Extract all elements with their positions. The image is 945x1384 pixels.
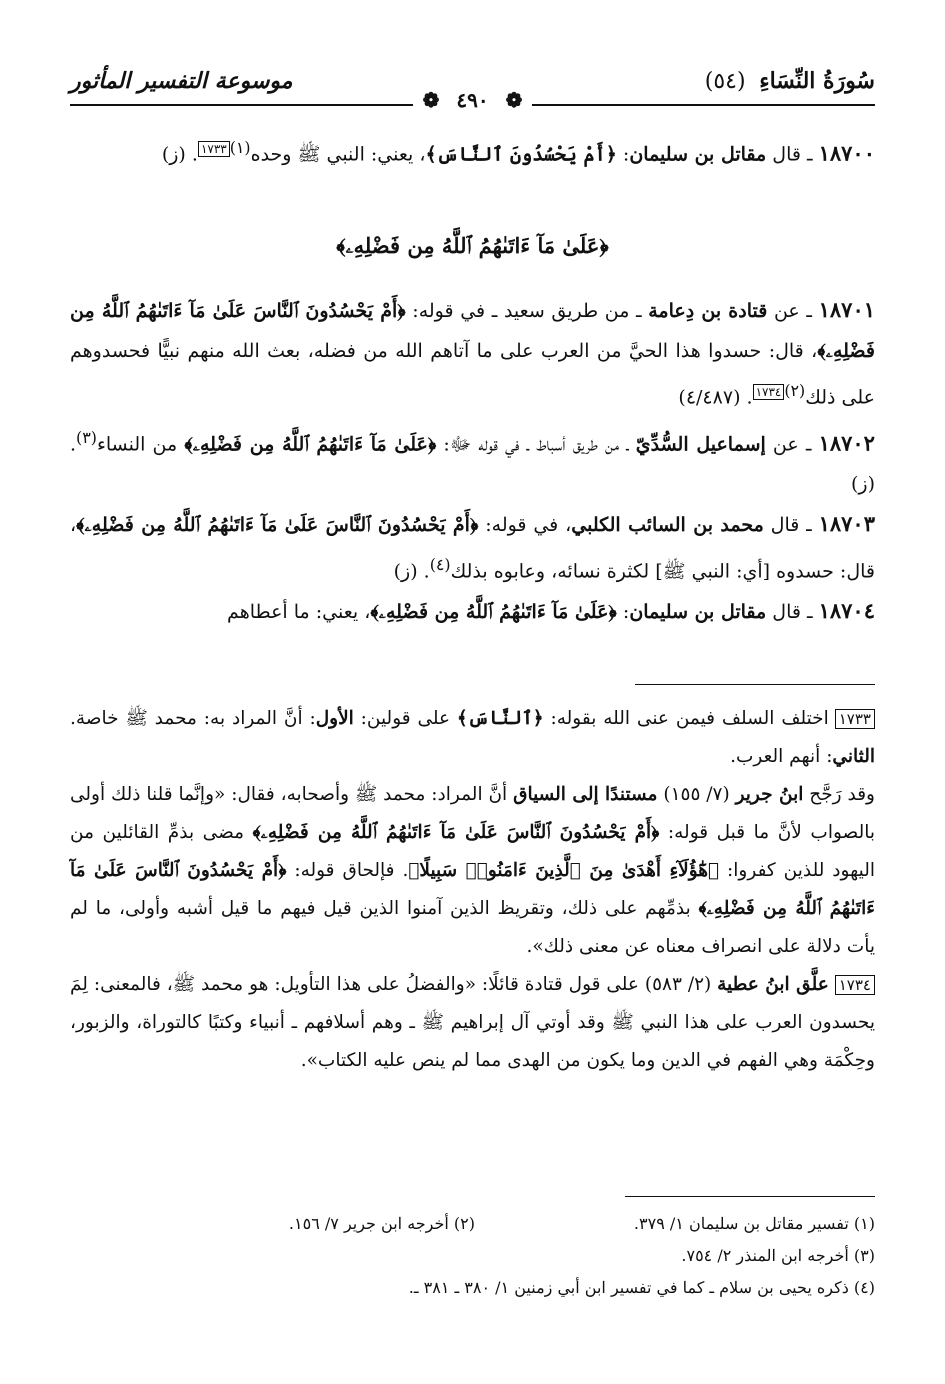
text: ، يعني: النبي ﷺ وحده bbox=[250, 143, 426, 166]
narration-18701 bbox=[70, 290, 875, 417]
text: ـ قال bbox=[763, 513, 819, 536]
commentary-number: ١٧٣٣ bbox=[835, 709, 875, 729]
narration-number: ١٨٧٠٣ bbox=[818, 510, 875, 536]
narration-18700 bbox=[70, 128, 875, 174]
scholar-name: ابنُ عطية bbox=[717, 974, 790, 995]
text: ـ قال bbox=[766, 601, 819, 624]
book-title: موسوعة التفسير المأثور bbox=[70, 68, 293, 94]
commentary-reference[interactable]: ١٧٣٤ bbox=[753, 384, 785, 400]
text: ، في قوله: bbox=[478, 513, 572, 536]
section-heading-verse: ﴿عَلَىٰ مَآ ءَاتَىٰهُمُ ٱللَّهُ مِن فَضْلِهِۦ﴾ bbox=[336, 233, 609, 259]
quran-verse: ﴿عَلَىٰ مَآ ءَاتَىٰهُمُ ٱللَّهُ مِن فَضْلِهِۦ﴾ bbox=[370, 601, 617, 624]
text: ـ من طريق سعيد ـ في قوله: bbox=[405, 300, 649, 323]
text: على قولين: bbox=[353, 708, 457, 729]
quran-verse: ﴿أَمْ يَحْسُدُونَ ٱلنَّاسَ عَلَىٰ مَآ ءَاتَىٰهُمُ ٱللَّهُ مِن فَضْلِهِۦ﴾ bbox=[70, 300, 875, 363]
quran-verse: ﴿عَلَىٰ مَآ ءَاتَىٰهُمُ ٱللَّهُ مِن فَضْلِهِۦ﴾ bbox=[184, 432, 437, 455]
quran-verse: ﴿أَمْ يَحْسُدُونَ ٱلنَّاسَ عَلَىٰ مَآ ءَاتَىٰهُمُ ٱللَّهُ مِن فَضْلِهِۦ﴾ bbox=[76, 513, 479, 536]
quran-verse: ﴿هَٰٓؤُلَآءِ أَهْدَىٰ مِنَ ٱلَّذِينَ ءَامَنُوا۟ سَبِيلًا﴾ bbox=[408, 860, 720, 881]
text: ، قال: حسدوه [أي: النبي ﷺ] لكثرة نسائه، وعابوه بذلك bbox=[70, 513, 875, 583]
page-number: ❁ ٤٩٠ ❁ bbox=[0, 88, 945, 112]
footnote-divider bbox=[625, 1196, 875, 1197]
narration-number: ١٨٧٠٢ bbox=[818, 429, 875, 455]
text: ، قال: حسدوا هذا الحيَّ من العرب على ما آتاهم الله من فضله، بعث الله منهم نبيًّا فحسدوهم على ذلك bbox=[70, 340, 875, 409]
commentary-section bbox=[70, 700, 875, 1080]
source-code: . (ز) bbox=[393, 560, 430, 583]
narration-number: ١٨٧٠٠ bbox=[818, 140, 875, 166]
footnote-2: (٢) أخرجه ابن جرير ٧/ ١٥٦. bbox=[288, 1214, 475, 1233]
text: : أنَّ المراد به: محمد ﷺ خاصة. bbox=[70, 708, 316, 729]
narrator-name: إسماعيل السُّدِّيّ bbox=[635, 432, 766, 455]
text: ـ من طريق أسباط ـ في قوله ﷻ: bbox=[436, 432, 636, 455]
main-text bbox=[70, 128, 875, 632]
narration-18702 bbox=[70, 418, 875, 504]
text: بذمِّهم على ذلك، وتقريظ الذين آمنوا الذين قيل فيهم ما قيل أشبه وأولى، ما لم يأت دلالة على انصراف معناه عن معنى ذلك». bbox=[70, 898, 875, 957]
narration-number: ١٨٧٠٤ bbox=[818, 598, 875, 624]
commentary-divider bbox=[635, 684, 875, 685]
text: ـ قال bbox=[766, 143, 819, 166]
commentary-1734 bbox=[70, 966, 875, 1080]
quran-verse: ﴿أَمْ يَحْسُدُونَ ٱلنَّاسَ عَلَىٰ مَآ ءَاتَىٰهُمُ ٱللَّهُ مِن فَضْلِهِۦ﴾ bbox=[252, 822, 660, 843]
text: أنَّ المراد: محمد ﷺ وأصحابه، فقال: «وإنَّما قلنا ذلك أولى بالصواب لأنَّ ما قبل قوله: bbox=[70, 784, 875, 843]
sura-verse: (٥٤) bbox=[704, 69, 746, 94]
text: اختلف السلف فيمن عنى الله بقوله: bbox=[543, 708, 829, 729]
text: ، يعني: ما أعطاهم bbox=[227, 601, 371, 624]
footnote-marker[interactable]: (٣) bbox=[76, 427, 97, 447]
label-second: الثاني bbox=[832, 746, 875, 767]
footnote-marker[interactable]: (٤) bbox=[429, 554, 451, 574]
narrator-name: مقاتل بن سليمان bbox=[629, 143, 767, 166]
footnote-3: (٣) أخرجه ابن المنذر ٢/ ٧٥٤. bbox=[681, 1246, 875, 1265]
quran-verse: ﴿ٱلنَّاسَ﴾ bbox=[456, 708, 544, 729]
source-code: . (٤/٤٨٧) bbox=[678, 386, 753, 409]
method-label: مستندًا إلى السياق bbox=[513, 784, 658, 805]
text: ـ عن bbox=[767, 300, 819, 323]
text: (٢/ ٥٨٣) على قول قتادة قائلًا: «والفضلُ على هذا التأويل: هو محمد ﷺ، فالمعنى: لِمَ يحسدون العرب على هذا النبي ﷺ وقد أوتي آل إبراهيم ﷺ ـ وهم أسلافهم ـ أنبياء وكتبًا كالتوراة، والزبور، وحِكْمَة وهي الفهم في الدين وما يكون من الهدى مما لم ينص عليه الكتاب». bbox=[70, 974, 875, 1071]
quran-verse: ﴿أَمْ يَحْسُدُونَ ٱلنَّاسَ عَلَىٰ مَآ ءَاتَىٰهُمُ ٱللَّهُ مِن فَضْلِهِۦ﴾ bbox=[70, 860, 876, 919]
commentary-reference[interactable]: ١٧٣٣ bbox=[198, 141, 230, 157]
page-number-value: ٤٩٠ bbox=[446, 88, 498, 112]
commentary-number: ١٧٣٤ bbox=[835, 975, 875, 995]
footnote-marker[interactable]: (١) bbox=[229, 138, 251, 157]
footnotes bbox=[70, 1208, 875, 1304]
sura-name: سُورَةُ النِّسَاءِ bbox=[759, 68, 875, 94]
footnote-4: (٤) ذكره يحيى بن سلام ـ كما في تفسير ابن أبي زمنين ١/ ٣٨٠ ـ ٣٨١ ـ. bbox=[408, 1278, 875, 1297]
source-code: . (ز) bbox=[70, 432, 875, 495]
commentary-1733-preference bbox=[70, 776, 875, 966]
quran-verse: ﴿أَمْ يَحْسُدُونَ ٱلنَّاسَ﴾ bbox=[425, 143, 617, 166]
text: ـ عن bbox=[765, 432, 819, 455]
label-first: الأول bbox=[315, 708, 354, 729]
source-code: . (ز) bbox=[161, 143, 198, 166]
narrator-name: محمد بن السائب الكلبي bbox=[571, 513, 764, 536]
text: وقد رَجَّح bbox=[803, 784, 875, 805]
text: : bbox=[616, 601, 630, 624]
narrator-name: مقاتل بن سليمان bbox=[629, 601, 767, 624]
commentary-1733 bbox=[70, 700, 875, 776]
narration-18703 bbox=[70, 504, 875, 591]
narrator-name: قتادة بن دِعامة bbox=[648, 300, 768, 323]
narration-18704 bbox=[70, 591, 875, 632]
scholar-name: ابنُ جرير bbox=[735, 784, 804, 805]
footnote-marker[interactable]: (٢) bbox=[784, 381, 806, 401]
text: من النساء bbox=[96, 432, 185, 455]
text: : bbox=[616, 143, 630, 166]
text: : أنهم العرب. bbox=[730, 746, 833, 767]
narration-number: ١٨٧٠١ bbox=[818, 297, 876, 323]
text: علَّق bbox=[789, 974, 829, 995]
text: (٧/ ١٥٥) bbox=[657, 784, 736, 805]
footnote-1: (١) تفسير مقاتل بن سليمان ١/ ٣٧٩. bbox=[633, 1214, 875, 1233]
text: . فإلحاق قوله: bbox=[286, 860, 409, 881]
text: مضى بذمِّ القائلين من اليهود للذين كفروا: bbox=[70, 822, 875, 881]
